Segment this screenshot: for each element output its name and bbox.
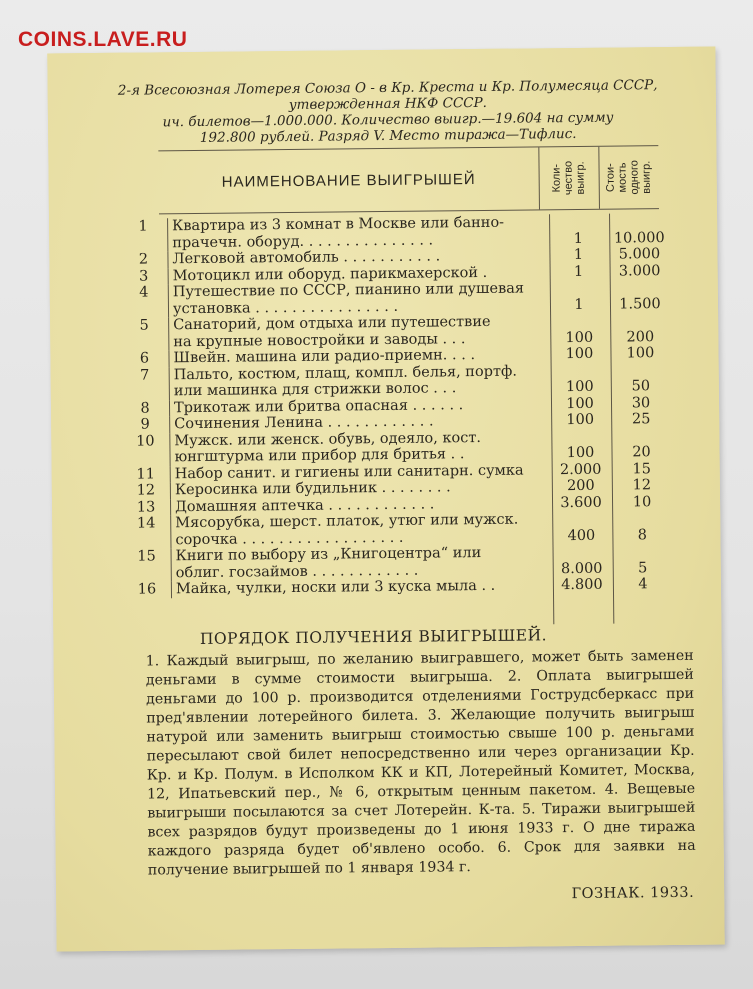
column-header-quantity-label: Коли- чество выигр. [550, 160, 587, 196]
prize-name: Путешествие по СССР, пианино или душевая установка . . . . . . . . . . . . . . . . [168, 280, 546, 317]
prize-name: Книги по выбору из „Книгоцентра“ или облиг. госзаймов . . . . . . . . . . . . [171, 544, 549, 581]
prize-name: Мотоцикл или оборуд. парикмахерской . [168, 264, 546, 284]
prize-table-header [158, 145, 659, 214]
prize-name: Трикотаж или бритва опасная . . . . . . [169, 396, 547, 416]
prize-quantity: 8.000 [560, 560, 603, 577]
prize-quantity: 100 [565, 329, 594, 346]
prize-quantity: 2.000 [559, 461, 602, 478]
prize-quantity: 4.800 [561, 576, 603, 594]
prize-quantity: 100 [566, 411, 595, 429]
prize-name: Санаторий, дом отдыха или путешествие на крупные новостройки и заводы . . . [168, 313, 546, 350]
prize-value: 15 [632, 460, 651, 477]
header-line-2: утвержденная НКФ СССР. [288, 94, 488, 113]
row-number: 1 [138, 218, 148, 235]
prize-name: Сочинения Ленина . . . . . . . . . . . . [169, 412, 547, 432]
prize-quantity: 100 [565, 378, 594, 396]
prize-value: 12 [632, 477, 652, 494]
column-header-name: НАИМЕНОВАНИЕ ВЫИГРЫШЕЙ [221, 170, 476, 191]
prize-quantity: 100 [565, 345, 594, 363]
row-number: 5 [139, 317, 149, 334]
row-number: 11 [136, 465, 156, 483]
lottery-ticket [47, 47, 724, 952]
prize-value: 100 [626, 345, 655, 362]
row-number: 8 [140, 399, 150, 417]
row-number: 2 [138, 251, 149, 268]
row-number: 10 [136, 432, 155, 450]
prize-name: Швейн. машина или радио-приемн. . . . [168, 346, 546, 366]
row-number: 6 [139, 350, 150, 367]
prize-value: 30 [631, 394, 651, 411]
site-watermark: COINS.LAVE.RU [18, 28, 188, 51]
prize-table-body [129, 213, 673, 598]
column-header-value-label: Стои- мость одного выигр. [604, 160, 653, 195]
row-number: 4 [139, 284, 149, 301]
prize-name: Керосинка или будильник . . . . . . . . [170, 478, 548, 498]
prize-name: Мясорубка, шерст. платок, утюг или мужск. сорочка . . . . . . . . . . . . . . . . . . [170, 511, 548, 548]
row-number: 15 [137, 548, 156, 565]
row-number: 3 [138, 267, 149, 285]
prize-value: 10.000 [613, 229, 665, 247]
prize-value: 5 [638, 559, 648, 576]
column-header-value [598, 146, 658, 209]
prize-value: 50 [631, 378, 651, 395]
ticket-header [118, 77, 659, 147]
header-line-4: 192.800 рублей. Разряд V. Место тиража—Тифлис. [199, 125, 577, 146]
rules-paragraph: 1. Каждый выигрыш, по желанию выигравшего, может быть заменен деньгами в сумме стоимости выигрыша. 2. Оплата выигрышей деньгами до 100 р. производится отделениями Гострудсберкасс при пред'явлении лотерейного билета. 3. Желающие получить выигрыш натурой или заменить выигрыш стоимостью свыше 100 р. деньгами пересылают свой билет непосредственно или через организации Кр. Кр. и Кр. Полум. в Исполком КК и КП, Лотерейный Комитет, Москва, 12, Ипатьевский пер., № 6, открытым ценным пакетом. 4. Вещевые выигрыши посылаются за счет Лотерейн. К-та. 5. Тиражи выигрышей всех разрядов будут произведены до 1 июня 1933 г. О дне тиража каждого разряда будет об'явлено особо. 6. Срок для заявки на получение выигрышей по 1 января 1934 г. [145, 647, 696, 879]
prize-value: 1.500 [619, 295, 661, 313]
prize-name: Домашняя аптечка . . . . . . . . . . . . [170, 495, 548, 515]
prize-value: 8 [637, 526, 648, 543]
prize-quantity: 400 [567, 527, 596, 544]
row-number: 7 [139, 366, 150, 384]
prize-name: Легковой автомобиль . . . . . . . . . . . [167, 247, 545, 267]
header-line-3: ич. билетов—1.000.000. Количество выигр.—19.604 на сумму [162, 109, 614, 131]
prize-value: 10 [632, 493, 652, 510]
column-header-quantity [538, 147, 598, 210]
prize-name: Пальто, костюм, плащ, компл. белья, портф. или машинка для стрижки волос . . . [169, 363, 547, 400]
row-number: 12 [136, 482, 156, 499]
prize-value: 200 [626, 328, 655, 345]
prize-quantity: 200 [566, 477, 595, 495]
prize-quantity: 1 [573, 230, 583, 247]
prize-name: Майка, чулки, носки или 3 куска мыла . . [171, 577, 549, 597]
prize-quantity: 100 [566, 444, 595, 462]
prize-name: Мужск. или женск. обувь, одеяло, кост. юнгштурма или прибор для бритья . . [169, 429, 547, 466]
header-line-1: 2-я Всесоюзная Лотерея Союза О - в Кр. Креста и Кр. Полумесяца СССР, [117, 77, 658, 99]
prize-value: 20 [632, 444, 651, 461]
row-number: 13 [136, 498, 156, 516]
printer-imprint: ГОЗНАК. 1933. [571, 884, 695, 903]
prize-name: Квартира из 3 комнат в Москве или банно- прачечн. оборуд. . . . . . . . . . . . . . . [167, 214, 545, 251]
rules-text [146, 647, 696, 881]
row-number: 16 [137, 581, 157, 598]
prize-quantity: 1 [574, 296, 584, 313]
prize-value: 3.000 [618, 262, 661, 280]
prize-quantity: 1 [573, 263, 584, 280]
prize-value: 25 [631, 411, 651, 428]
prize-quantity: 1 [573, 246, 584, 264]
prize-name: Набор санит. и гигиены или санитарн. сумка [170, 462, 548, 482]
row-number: 14 [136, 515, 156, 532]
prize-value: 4 [638, 576, 648, 593]
prize-value: 5.000 [618, 246, 661, 263]
prize-quantity: 3.600 [560, 494, 602, 511]
prize-quantity: 100 [566, 395, 594, 412]
row-number: 9 [140, 416, 150, 433]
section-title: ПОРЯДОК ПОЛУЧЕНИЯ ВЫИГРЫШЕЙ. [199, 626, 548, 648]
